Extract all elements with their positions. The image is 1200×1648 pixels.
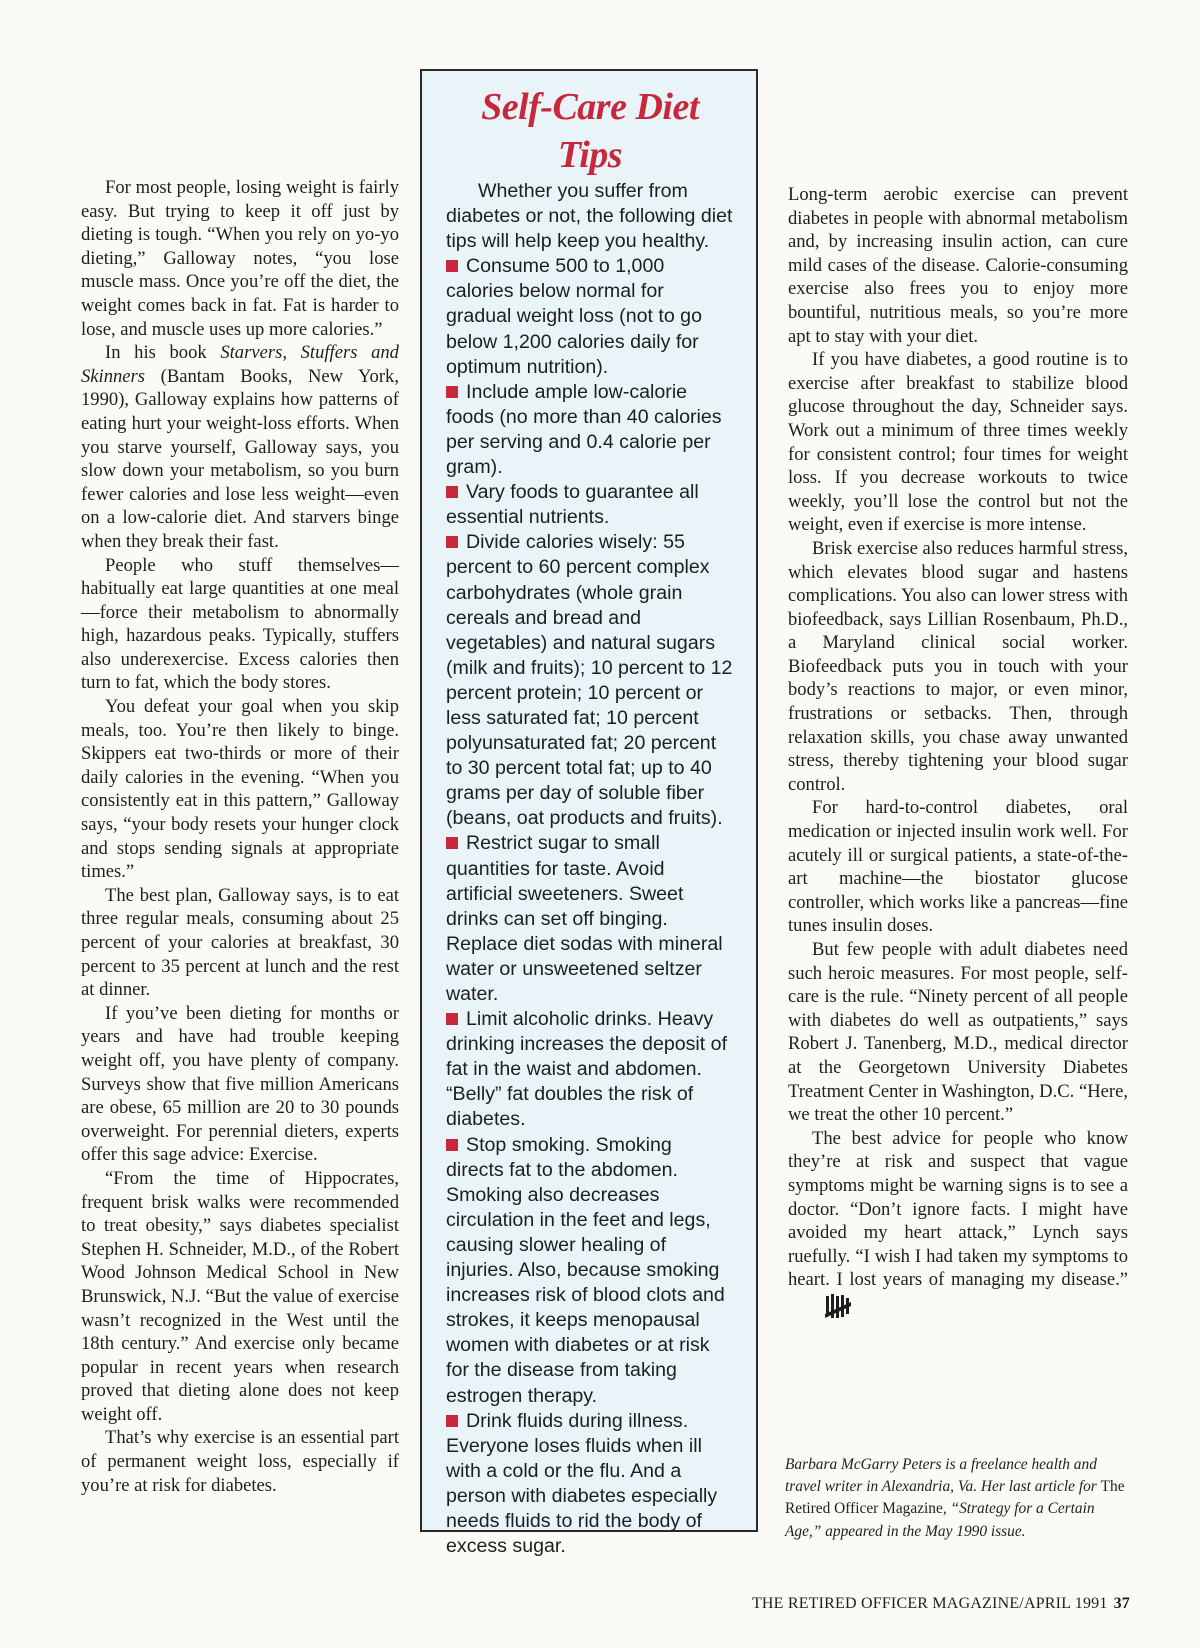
square-bullet-icon: [446, 837, 458, 849]
body-paragraph-book: [81, 341, 399, 553]
author-bio: [785, 1454, 1130, 1543]
body-paragraph: You defeat your goal when you skip meals, too. You’re then likely to binge. Skippers eat two-thirds or more of their daily calories in the evening. “When you consistently eat in this pattern,” Galloway says, “your body resets your hunger clock and stops sending signals at appropriate times.”: [81, 696, 399, 883]
body-paragraph: People who stuff themselves—habitually eat large quantities at one meal—force their metabolism to abnormally high, hazardous peaks. Typically, stuffers also underexercise. Excess calories then turn to fat, which the body stores.: [81, 554, 399, 694]
tip-item: [446, 530, 734, 831]
tip-text: Consume 500 to 1,000 calories below normal for gradual weight loss (not to go below 1,200 calories daily for optimum nutrition).: [446, 255, 702, 378]
final-paragraph: [788, 1127, 1128, 1329]
tip-text: Include ample low-calorie foods (no more than 40 calories per serving and 0.4 calorie per gram).: [446, 380, 722, 479]
bio-text-end: “Strategy for a Certain Age,” appeared in the May 1990 issue.: [785, 1500, 1095, 1540]
tip-text: Limit alcoholic drinks. Heavy drinking increases the deposit of fat in the waist and abdomen. “Belly” fat doubles the risk of diabetes.: [446, 1008, 728, 1131]
sidebar-title: [446, 83, 734, 179]
tip-text: Drink fluids during illness. Everyone loses fluids when ill with a cold or the flu. And a person with diabetes especially needs fluids to rid the body of excess sugar.: [446, 1409, 718, 1558]
body-paragraph: If you’ve been dieting for months or years and have had trouble keeping weight off, you have plenty of company. Surveys show that five million Americans are obese, 65 million are 20 to 30 pounds overweight. For perennial dieters, experts offer this sage advice: Exercise.: [81, 1002, 399, 1166]
body-paragraph: The best plan, Galloway says, is to eat three regular meals, consuming about 25 percent of your calories at breakfast, 30 percent to 35 percent at lunch and the rest at dinner.: [81, 884, 399, 1001]
diet-tips-sidebar: [420, 69, 758, 1558]
sidebar-title-line-2: Tips: [557, 134, 623, 176]
left-column: [81, 176, 399, 1497]
body-paragraph: That’s why exercise is an essential part of permanent weight loss, especially if you’re at risk for diabetes.: [81, 1427, 399, 1496]
body-paragraph: But few people with adult diabetes need such heroic measures. For most people, self-care is the rule. “Ninety percent of all people with diabetes do well as outpatients,” says Robert J. Tanenberg, M.D., medical director at the Georgetown University Diabetes Treatment Center in Washington, D.C. “Here, we treat the other 10 percent.”: [788, 939, 1128, 1126]
square-bullet-icon: [446, 1415, 458, 1427]
final-paragraph-text: The best advice for people who know they’re at risk and suspect that vague symptoms might be warning signs is to see a doctor. “Don’t ignore facts. I might have avoided my heart attack,” Lynch says ruefully. “I wish I had taken my symptoms to heart. I lost years of managing my disease.”: [788, 1127, 1128, 1291]
square-bullet-icon: [446, 386, 458, 398]
sidebar-intro: Whether you suffer from diabetes or not, the following diet tips will help keep you healthy.: [446, 180, 733, 253]
body-paragraph: Brisk exercise also reduces harmful stress, which elevates blood sugar and hastens complications. You also can lower stress with biofeedback, says Lillian Rosenbaum, Ph.D., a Maryland clinical social worker. Biofeedback puts you in touch with your body’s reactions to major, or even minor, frustrations or setbacks. Then, through relaxation skills, you chase away unwanted stress, thereby tightening your blood sugar control.: [788, 537, 1128, 795]
square-bullet-icon: [446, 1013, 458, 1025]
end-mark-icon: [800, 1292, 852, 1329]
bio-text: Barbara McGarry Peters is a freelance health and travel writer in Alexandria, Va. Her last article for: [785, 1456, 1101, 1496]
footer-magazine-issue: THE RETIRED OFFICER MAGAZINE/APRIL 1991: [751, 1595, 1108, 1612]
bio-magazine-name: The Retired Officer Magazine,: [785, 1478, 1125, 1518]
tip-text: Vary foods to guarantee all essential nutrients.: [446, 481, 699, 529]
page-footer: [740, 1595, 1130, 1613]
square-bullet-icon: [446, 536, 458, 548]
body-paragraph: Long-term aerobic exercise can prevent diabetes in people with abnormal metabolism and, by increasing insulin action, can cure mild cases of the disease. Calorie-consuming exercise also frees you to enjoy more bountiful, nutritious meals, so you’re more apt to stay with your diet.: [788, 184, 1128, 347]
square-bullet-icon: [446, 1139, 458, 1151]
tip-item: [446, 1133, 734, 1409]
tip-item: [446, 480, 734, 530]
body-paragraph: If you have diabetes, a good routine is to exercise after breakfast to stabilize blood glucose throughout the day, Schneider says. Work out a minimum of three times weekly for consistent control; four times for weight loss. If you decrease workouts to twice weekly, you’ll lose the control but not the weight, even if exercise is more intense.: [788, 349, 1128, 536]
book-para-lead: In his book: [105, 342, 221, 364]
book-title: Starvers, Stuffers and Skinners: [81, 342, 399, 387]
right-column: [788, 183, 1128, 1329]
tip-item: [446, 380, 734, 480]
sidebar-title-line-1: Self-Care Diet: [481, 86, 699, 128]
square-bullet-icon: [446, 486, 458, 498]
sidebar-body: [446, 179, 734, 1559]
tip-item: [446, 831, 734, 1007]
tip-item: [446, 254, 734, 379]
book-para-rest: (Bantam Books, New York, 1990), Galloway explains how patterns of eating hurt your weight-loss efforts. When you starve yourself, Galloway says, you slow down your metabolism, so you burn fewer calories and lose less weight—even on a low-calorie diet. And starvers binge when they break their fast.: [81, 365, 399, 552]
page-number: 37: [1113, 1595, 1130, 1612]
body-paragraph: For hard-to-control diabetes, oral medication or injected insulin work well. For acutely ill or surgical patients, a state-of-the-art machine—the biostator glucose controller, which works like a pancreas—fine tunes insulin doses.: [788, 797, 1128, 937]
body-paragraph: For most people, losing weight is fairly easy. But trying to keep it off just by dieting is tough. “When you rely on yo-yo dieting,” Galloway notes, “you lose muscle mass. Once you’re off the diet, the weight comes back in fat. Fat is harder to lose, and muscle uses up more calories.”: [81, 177, 399, 340]
tip-item: [446, 1409, 734, 1560]
tip-item: [446, 1007, 734, 1132]
tip-text: Divide calories wisely: 55 percent to 60 percent complex carbohydrates (whole grain cereals and bread and vegetables) and natural sugars (milk and fruits); 10 percent to 12 percent protein; 10 percent or less saturated fat; 10 percent polyunsaturated fat; 20 percent to 30 percent total fat; up to 40 grams per day of soluble fiber (beans, oat products and fruits).: [446, 531, 733, 830]
square-bullet-icon: [446, 260, 458, 272]
body-paragraph: “From the time of Hippocrates, frequent brisk walks were recommended to treat obesity,” says diabetes specialist Stephen H. Schneider, M.D., of the Robert Wood Johnson Medical School in New Brunswick, N.J. “But the value of exercise wasn’t recognized in the West until the 18th century.” And exercise only became popular in recent years when research proved that dieting alone does not keep weight off.: [81, 1167, 399, 1425]
tip-text: Restrict sugar to small quantities for taste. Avoid artificial sweeteners. Sweet drinks can set off binging. Replace diet sodas with mineral water or unsweetened seltzer water.: [446, 832, 723, 1005]
tip-text: Stop smoking. Smoking directs fat to the abdomen. Smoking also decreases circulation in the feet and legs, causing slower healing of injuries. Also, because smoking increases risk of blood clots and strokes, it keeps menopausal women with diabetes or at risk for the disease from taking estrogen therapy.: [446, 1133, 725, 1407]
